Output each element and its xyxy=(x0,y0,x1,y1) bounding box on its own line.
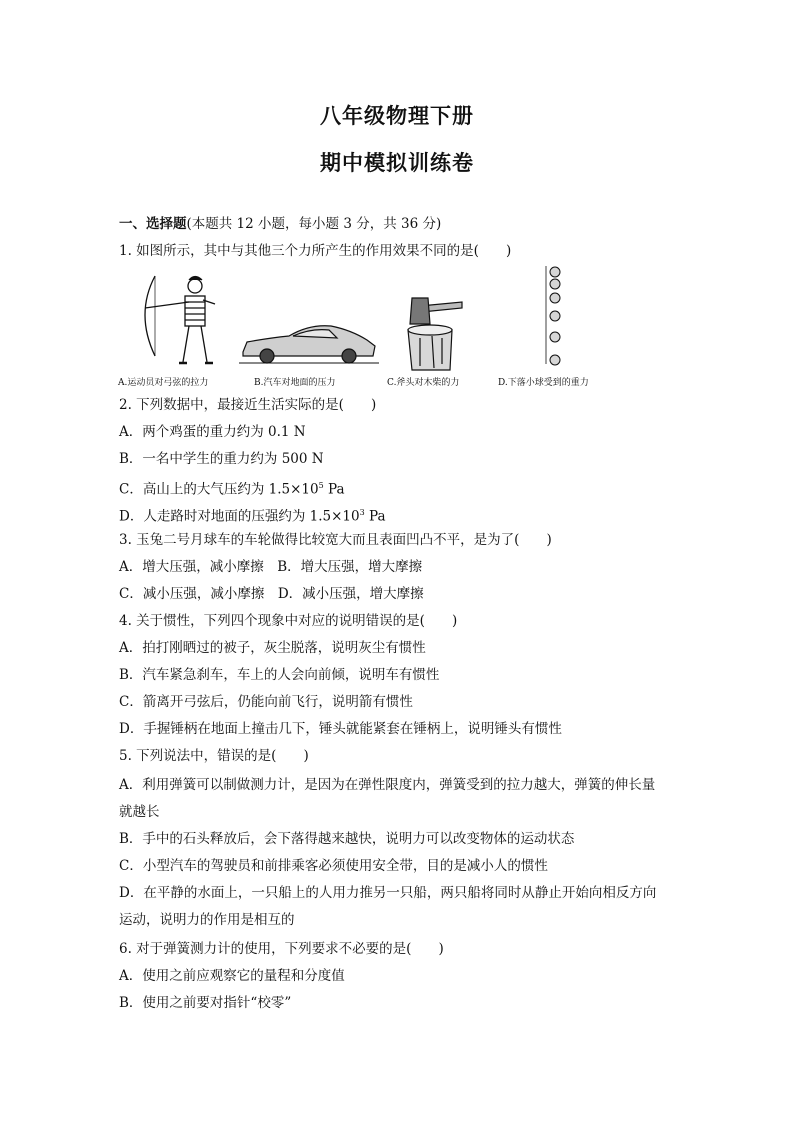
falling-ball-figure xyxy=(540,264,570,368)
question-3-options-cd: C．减小压强，减小摩擦 D．减小压强，增大摩擦 xyxy=(119,586,424,602)
question-6-option-a: A．使用之前应观察它的量程和分度值 xyxy=(119,968,345,984)
option-c-text: C．高山上的大气压约为 1.5×10 xyxy=(119,481,319,498)
question-5-option-d-line2: 运动，说明力的作用是相互的 xyxy=(119,912,295,928)
option-d-exponent: 3 xyxy=(359,508,365,517)
figure-caption-c: C.斧头对木柴的力 xyxy=(387,378,460,388)
question-4-option-c: C．箭离开弓弦后，仍能向前飞行，说明箭有惯性 xyxy=(119,694,413,710)
question-4-stem: 4. 关于惯性，下列四个现象中对应的说明错误的是( ) xyxy=(119,613,458,629)
question-5-option-a-line2: 就越长 xyxy=(119,804,160,820)
question-3-stem: 3. 玉兔二号月球车的车轮做得比较宽大而且表面凹凸不平，是为了( ) xyxy=(119,532,552,548)
title-grade: 八年级物理下册 xyxy=(320,103,474,128)
question-2-option-d xyxy=(119,504,386,526)
question-3-options-ab: A．增大压强，减小摩擦 B．增大压强，增大摩擦 xyxy=(119,559,423,575)
question-2-option-c xyxy=(119,477,345,499)
question-5-option-c: C．小型汽车的驾驶员和前排乘客必须使用安全带，目的是减小人的惯性 xyxy=(119,858,548,874)
question-2-option-b: B．一名中学生的重力约为 500 N xyxy=(119,451,324,467)
archer-figure xyxy=(133,264,221,374)
question-5-option-d-line1: D．在平静的水面上，一只船上的人用力推另一只船，两只船将同时从静止开始向相反方向 xyxy=(119,885,657,901)
option-d-text: D．人走路时对地面的压强约为 1.5×10 xyxy=(119,508,360,525)
question-4-option-b: B．汽车紧急刹车，车上的人会向前倾，说明车有惯性 xyxy=(119,667,440,683)
figure-caption-b: B.汽车对地面的压力 xyxy=(254,378,336,388)
question-5-option-a-line1: A．利用弹簧可以制做测力计，是因为在弹性限度内，弹簧受到的拉力越大，弹簧的伸长量 xyxy=(119,777,656,793)
question-4-option-a: A．拍打刚晒过的被子，灰尘脱落，说明灰尘有惯性 xyxy=(119,640,426,656)
question-2-stem: 2. 下列数据中，最接近生活实际的是( ) xyxy=(119,397,377,413)
question-6-option-b: B．使用之前要对指针“校零” xyxy=(119,995,292,1011)
section-heading xyxy=(119,215,441,233)
title-exam: 期中模拟训练卷 xyxy=(320,150,474,175)
car-figure xyxy=(239,318,379,368)
question-6-stem: 6. 对于弹簧测力计的使用，下列要求不必要的是( ) xyxy=(119,941,444,957)
section-label: 一、选择题 xyxy=(119,216,187,232)
option-d-unit: Pa xyxy=(364,508,386,525)
option-c-exponent: 5 xyxy=(318,481,324,490)
figure-caption-d: D.下落小球受到的重力 xyxy=(498,378,589,388)
question-1-stem: 1. 如图所示，其中与其他三个力所产生的作用效果不同的是( ) xyxy=(119,243,512,259)
question-2-option-a: A．两个鸡蛋的重力约为 0.1 N xyxy=(119,424,306,440)
section-note: (本题共 12 小题，每小题 3 分，共 36 分) xyxy=(186,216,442,232)
axe-figure xyxy=(402,294,468,374)
question-1-figures xyxy=(115,264,635,389)
question-5-option-b: B．手中的石头释放后，会下落得越来越快，说明力可以改变物体的运动状态 xyxy=(119,831,575,847)
question-5-stem: 5. 下列说法中，错误的是( ) xyxy=(119,748,309,764)
figure-caption-a: A.运动员对弓弦的拉力 xyxy=(118,378,209,388)
question-4-option-d: D．手握锤柄在地面上撞击几下，锤头就能紧套在锤柄上，说明锤头有惯性 xyxy=(119,721,562,737)
option-c-unit: Pa xyxy=(323,481,345,498)
